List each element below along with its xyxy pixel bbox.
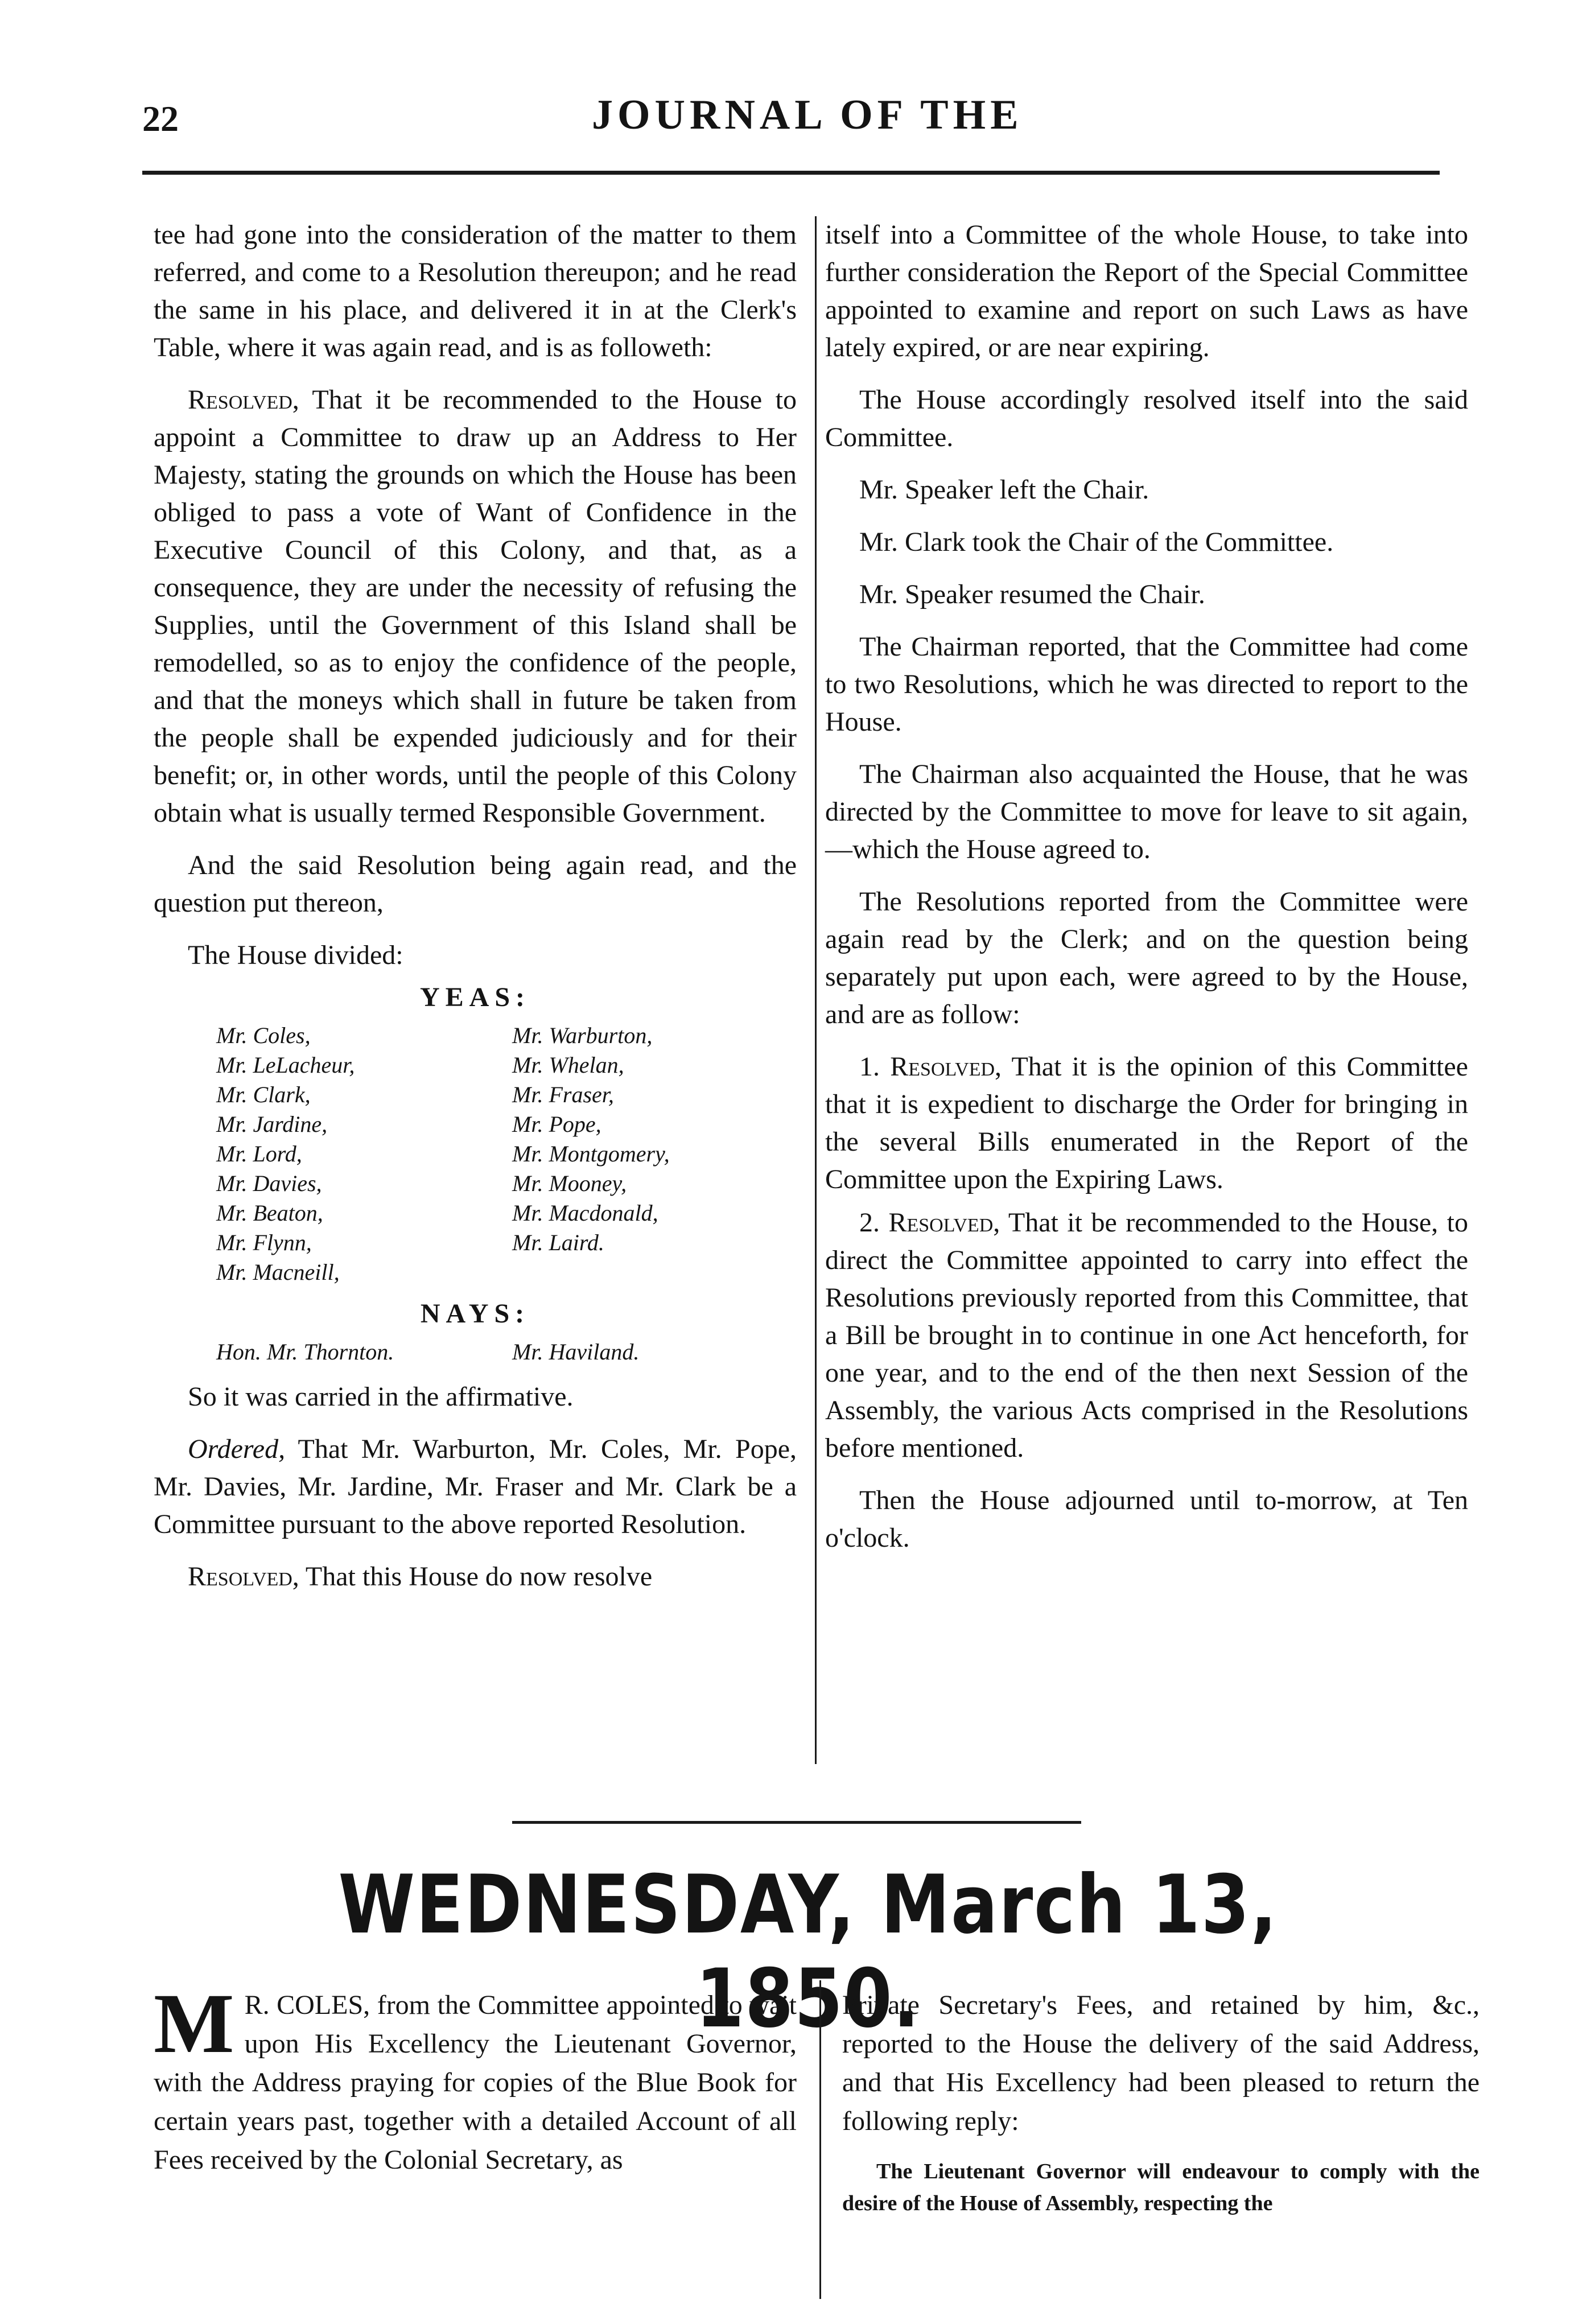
order-text: That Mr. Warburton, Mr. Coles, Mr. Pope, Mr. Davies, Mr. Jardine, Mr. Fraser and Mr. Clark be a Committee pursuant to the above reported Resolution. (154, 1434, 797, 1539)
member-name: Mr. Davies, (216, 1171, 322, 1196)
yeas-heading: YEAS: (419, 982, 531, 1012)
yeas-left-column (216, 1021, 501, 1287)
resolution-text: That it is the opinion of this Committee that it is expedient to discharge the Order for bringing in the several Bills enumerated in the Report of the Committee upon the Expiring Laws. (825, 1052, 1468, 1194)
member-name: Mr. Whelan, (512, 1052, 624, 1078)
paragraph: The Chairman also acquainted the House, that he was directed by the Committee to move for leave to sit again,—which the House agreed to. (825, 759, 1468, 864)
date-heading: WEDNESDAY, March 13, 1850. (338, 1858, 1278, 2046)
paragraph: tee had gone into the consideration of the matter to them referred, and come to a Resolution thereupon; and he read the same in his place, and delivered it in at the Clerk's Table, where it was again read, and is as followeth: (154, 220, 797, 362)
resolution-text: That it be recommended to the House to appoint a Committee to draw up an Address to Her Majesty, stating the grounds on which the House has been obliged to pass a vote of Want of Confidence in the Executive Council of this Colony, and that, as a consequence, they are under the necessity of refusing the Supplies, until the Government of this Island shall be remodelled, so as to enjoy the confidence of the people, and that the moneys which shall in future be taken from the people shall be expended judiciously and for their benefit; or, in other words, until the people of this Colony obtain what is usually termed Responsible Government. (154, 385, 797, 828)
resolved-label: Resolved, (188, 385, 299, 415)
paragraph: Private Secretary's Fees, and retained by him, &c., reported to the House the delivery of the said Address, and that His Excellency had been pleased to return the following reply: (842, 1990, 1480, 2136)
resolution-text: That this House do now resolve (305, 1561, 653, 1592)
member-name: Mr. Flynn, (216, 1230, 312, 1255)
member-name: Mr. Jardine, (216, 1111, 328, 1137)
member-name: Mr. Mooney, (512, 1171, 627, 1196)
header-rule (142, 171, 1440, 175)
resolution-paragraph (154, 1558, 797, 1596)
page-number: 22 (142, 98, 179, 139)
left-column (154, 216, 797, 1610)
resolved-label: 2. Resolved, (859, 1208, 1000, 1238)
drop-cap: M (154, 1976, 234, 2071)
bottom-left-column (154, 1976, 797, 2194)
member-name: Mr. Laird. (512, 1230, 604, 1255)
section-divider (512, 1821, 1081, 1824)
nays-list (154, 1337, 797, 1367)
resolution-paragraph (825, 1204, 1468, 1467)
paragraph: The House accordingly resolved itself into the said Committee. (825, 385, 1468, 452)
paragraph-text: R. COLES, from the Committee appointed to wait upon His Excellency the Lieutenant Governor, with the Address praying for copies of the Blue Book for certain years past, together with a detailed Account of all Fees received by the Colonial Secretary, as (154, 1990, 797, 2175)
resolution-text: That it be recommended to the House, to direct the Committee appointed to carry into effect the Resolutions previously reported from this Committee, that a Bill be brought in to continue in one Act henceforth, for one year, and to the end of the then next Session of the Assembly, the various Acts comprised in the Resolutions before mentioned. (825, 1208, 1468, 1463)
order-paragraph (154, 1431, 797, 1543)
column-divider (819, 1980, 821, 2299)
paragraph: And the said Resolution being again read, and the question put thereon, (154, 850, 797, 918)
member-name: Mr. Macneill, (216, 1259, 340, 1285)
paragraph: Mr. Speaker resumed the Chair. (859, 579, 1205, 609)
yeas-list (154, 1021, 797, 1287)
bottom-right-column (842, 1986, 1480, 2234)
reply-paragraph: The Lieutenant Governor will endeavour to comply with the desire of the House of Assembly, respecting the (842, 2160, 1480, 2215)
member-name: Mr. Fraser, (512, 1082, 614, 1107)
resolved-label: Resolved, (188, 1561, 299, 1592)
paragraph: Then the House adjourned until to-morrow, at Ten o'clock. (825, 1485, 1468, 1553)
nays-heading: NAYS: (420, 1299, 530, 1329)
member-name: Mr. Clark, (216, 1082, 311, 1107)
member-name: Mr. Lord, (216, 1141, 302, 1167)
ordered-label: Ordered, (188, 1434, 286, 1464)
resolution-paragraph (154, 381, 797, 832)
paragraph: So it was carried in the affirmative. (188, 1382, 574, 1412)
member-name: Mr. Pope, (512, 1111, 601, 1137)
paragraph: itself into a Committee of the whole House, to take into further consideration the Report of the Special Committee appointed to examine and report on such Laws as have lately expired, or are near expiring. (825, 220, 1468, 362)
member-name: Mr. Coles, (216, 1023, 311, 1048)
paragraph: Mr. Speaker left the Chair. (859, 475, 1149, 505)
member-name: Mr. LeLacheur, (216, 1052, 355, 1078)
paragraph: The Resolutions reported from the Committee were again read by the Clerk; and on the question being separately put upon each, were agreed to by the House, and are as follow: (825, 887, 1468, 1029)
member-name: Hon. Mr. Thornton. (216, 1339, 394, 1365)
paragraph (154, 1976, 797, 2179)
running-head: JOURNAL OF THE (592, 92, 1023, 138)
paragraph: The House divided: (188, 940, 403, 970)
member-name: Mr. Macdonald, (512, 1200, 658, 1226)
member-name: Mr. Montgomery, (512, 1141, 670, 1167)
member-name: Mr. Warburton, (512, 1023, 653, 1048)
yeas-right-column (512, 1021, 797, 1287)
member-name: Mr. Beaton, (216, 1200, 323, 1226)
resolved-label: 1. Resolved, (859, 1052, 1002, 1082)
right-column (825, 216, 1468, 1572)
paragraph: The Chairman reported, that the Committee had come to two Resolutions, which he was directed to report to the House. (825, 632, 1468, 737)
member-name: Mr. Haviland. (512, 1339, 640, 1365)
paragraph: Mr. Clark took the Chair of the Committee. (859, 527, 1334, 557)
resolution-paragraph (825, 1048, 1468, 1198)
column-divider (815, 216, 817, 1764)
